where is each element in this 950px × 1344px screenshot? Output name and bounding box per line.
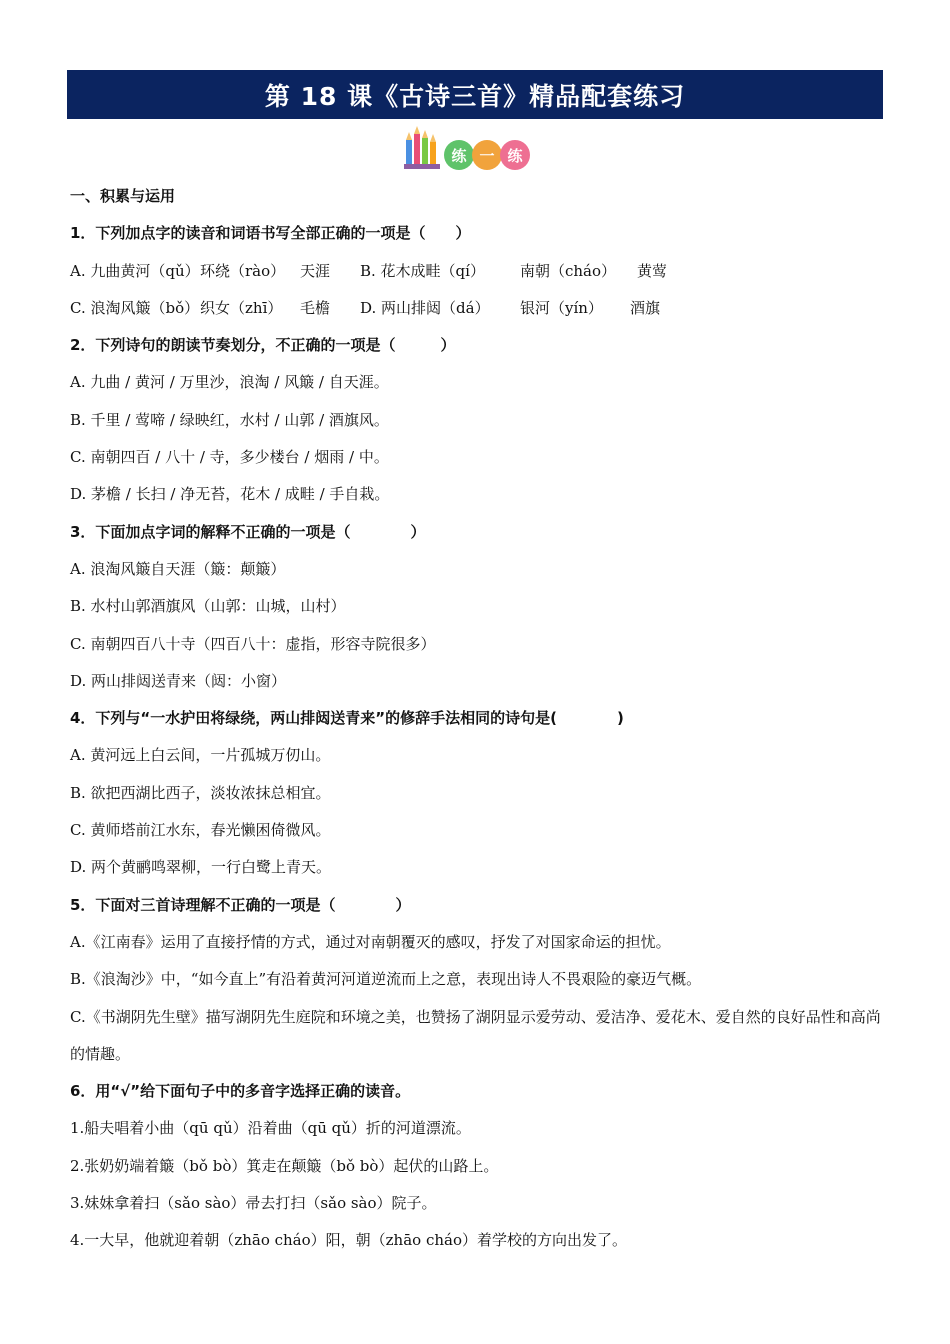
q4-option-b: B. 欲把西湖比西子，淡妆浓抹总相宜。 bbox=[70, 783, 331, 802]
q3-option-a: A. 浪淘风簸自天涯（簸：颠簸） bbox=[70, 559, 286, 578]
question-6: 6．用“√”给下面句子中的多音字选择正确的读音。 bbox=[70, 1082, 411, 1101]
q1-option-b: B. 花木成畦（qí） bbox=[360, 261, 485, 280]
q1-option-d-word-3: 酒旗 bbox=[630, 298, 661, 317]
q3-option-c: C. 南朝四百八十寺（四百八十：虚指，形容寺院很多） bbox=[70, 634, 436, 653]
q6-item-3: 3.妹妹拿着扫（sǎo sào）帚去打扫（sǎo sào）院子。 bbox=[70, 1194, 437, 1213]
badge-char-1: 练 bbox=[444, 140, 474, 170]
q2-option-b: B. 千里 / 莺啼 / 绿映红，水村 / 山郭 / 酒旗风。 bbox=[70, 410, 389, 429]
q1-option-a: A. 九曲黄河（qǔ） bbox=[70, 261, 200, 280]
q1-option-c-word-3: 毛檐 bbox=[300, 298, 331, 317]
question-2: 2．下列诗句的朗读节奏划分，不正确的一项是（ ） bbox=[70, 336, 456, 355]
q6-item-1: 1.船夫唱着小曲（qū qǔ）沿着曲（qū qǔ）折的河道漂流。 bbox=[70, 1119, 471, 1138]
section-heading: 一、积累与运用 bbox=[70, 187, 176, 205]
title-banner bbox=[67, 70, 883, 119]
q1-option-d-word-2: 银河（yín） bbox=[520, 298, 603, 317]
q3-option-d: D. 两山排闼送青来（闼：小窗） bbox=[70, 671, 287, 690]
exercise-content bbox=[70, 178, 882, 1260]
badge-char-2: 一 bbox=[472, 140, 502, 170]
badge-char-3: 练 bbox=[500, 140, 530, 170]
q2-option-a: A. 九曲 / 黄河 / 万里沙，浪淘 / 风簸 / 自天涯。 bbox=[70, 373, 389, 392]
q5-option-a: A.《江南春》运用了直接抒情的方式，通过对南朝覆灭的感叹，抒发了对国家命运的担忧。 bbox=[70, 932, 671, 951]
q1-option-c: C. 浪淘风簸（bǒ） bbox=[70, 298, 200, 317]
q6-item-4: 4.一大早，他就迎着朝（zhāo cháo）阳，朝（zhāo cháo）着学校的方向出发了。 bbox=[70, 1231, 627, 1250]
q1-option-b-word-2: 南朝（cháo） bbox=[520, 261, 617, 280]
q4-option-a: A. 黄河远上白云间，一片孤城万仞山。 bbox=[70, 746, 331, 765]
q6-item-2: 2.张奶奶端着簸（bǒ bò）箕走在颠簸（bǒ bò）起伏的山路上。 bbox=[70, 1156, 499, 1175]
q1-options-row-2 bbox=[70, 290, 882, 327]
q1-option-b-word-3: 黄莺 bbox=[637, 261, 668, 280]
question-4: 4．下列与“一水护田将绿绕，两山排闼送青来”的修辞手法相同的诗句是( ) bbox=[70, 709, 624, 728]
q1-options-row-1 bbox=[70, 253, 882, 290]
q3-option-b: B. 水村山郭酒旗风（山郭：山城，山村） bbox=[70, 597, 346, 616]
q5-option-c: C.《书湖阴先生壁》描写湖阴先生庭院和环境之美，也赞扬了湖阴显示爱劳动、爱洁净、爱花木、爱自然的良好品性和高尚的情趣。 bbox=[70, 1007, 881, 1063]
question-3: 3．下面加点字词的解释不正确的一项是（ ） bbox=[70, 522, 426, 541]
question-1: 1．下列加点字的读音和词语书写全部正确的一项是（ ） bbox=[70, 224, 471, 243]
q4-option-d: D. 两个黄鹂鸣翠柳，一行白鹭上青天。 bbox=[70, 858, 332, 877]
q1-option-c-word-2: 织女（zhī） bbox=[200, 298, 283, 317]
page-title: 第 18 课《古诗三首》精品配套练习 bbox=[264, 81, 686, 111]
q2-option-c: C. 南朝四百 / 八十 / 寺，多少楼台 / 烟雨 / 中。 bbox=[70, 448, 389, 467]
pencils-icon bbox=[404, 126, 444, 170]
q5-option-b: B.《浪淘沙》中，“如今直上”有沿着黄河河道逆流而上之意，表现出诗人不畏艰险的豪迈气概。 bbox=[70, 970, 702, 989]
q4-option-c: C. 黄师塔前江水东，春光懒困倚微风。 bbox=[70, 821, 331, 840]
q1-option-a-word-2: 环绕（rào） bbox=[200, 261, 286, 280]
question-5: 5．下面对三首诗理解不正确的一项是（ ） bbox=[70, 895, 411, 914]
practice-badge bbox=[404, 126, 534, 172]
q1-option-a-word-3: 天涯 bbox=[300, 261, 331, 280]
q2-option-d: D. 茅檐 / 长扫 / 净无苔，花木 / 成畦 / 手自栽。 bbox=[70, 485, 390, 504]
q1-option-d: D. 两山排闼（dá） bbox=[360, 298, 490, 317]
